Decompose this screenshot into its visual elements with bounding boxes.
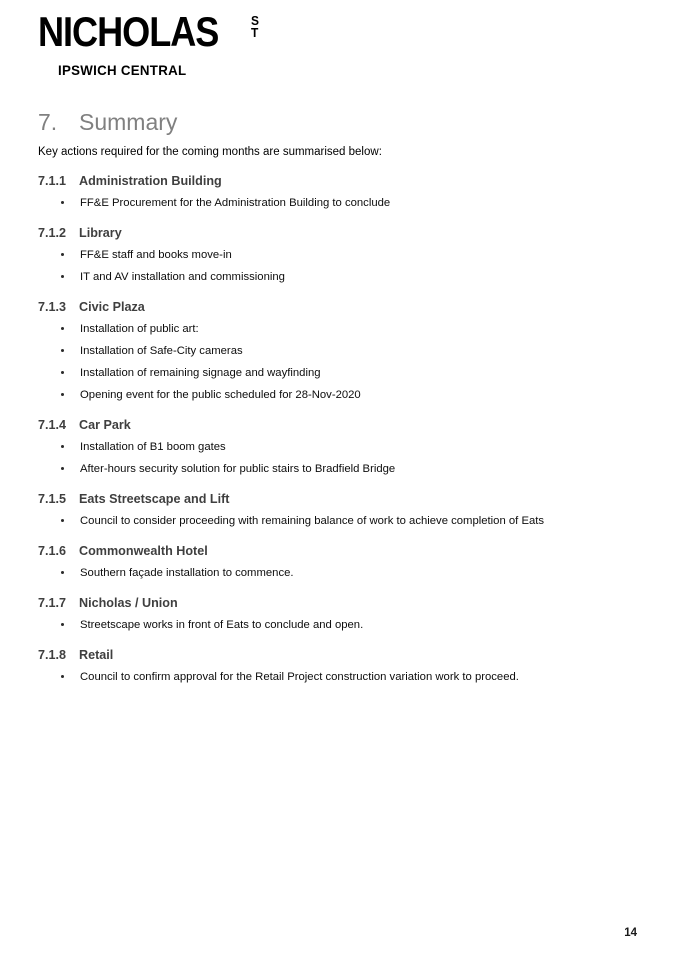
bullet-dot-icon <box>61 349 64 352</box>
list-item-text: Installation of B1 boom gates <box>80 441 226 453</box>
list-item <box>38 462 638 476</box>
list-item <box>38 344 638 358</box>
section-heading-title: Civic Plaza <box>79 300 145 314</box>
document-section <box>38 595 638 632</box>
section-heading-number: 7.1.8 <box>38 648 67 662</box>
section-heading <box>38 299 638 315</box>
document-section <box>38 173 638 210</box>
logo-st-line-1: S <box>250 13 259 28</box>
section-bullet-list <box>38 670 638 684</box>
list-item <box>38 514 638 528</box>
list-item-text: FF&E Procurement for the Administration Building to conclude <box>80 197 391 209</box>
page-number: 14 <box>624 927 637 939</box>
bullet-dot-icon <box>61 467 64 470</box>
list-item <box>38 322 638 336</box>
list-item-text: Streetscape works in front of Eats to conclude and open. <box>80 619 364 631</box>
section-heading <box>38 595 638 611</box>
list-item-text: Council to consider proceeding with remaining balance of work to achieve completion of Eats <box>80 515 545 527</box>
bullet-dot-icon <box>61 571 64 574</box>
document-section <box>38 543 638 580</box>
document-section <box>38 647 638 684</box>
bullet-dot-icon <box>61 253 64 256</box>
list-item <box>38 270 638 284</box>
list-item-text: FF&E staff and books move-in <box>80 249 232 261</box>
section-heading-title: Administration Building <box>79 174 222 188</box>
section-heading <box>38 417 638 433</box>
section-heading <box>38 225 638 241</box>
section-heading <box>38 491 638 507</box>
section-bullet-list <box>38 440 638 476</box>
section-heading <box>38 647 638 663</box>
document-section <box>38 225 638 284</box>
logo-st-line-2: T <box>250 25 259 40</box>
section-heading-title: Nicholas / Union <box>79 596 178 610</box>
bullet-dot-icon <box>61 275 64 278</box>
list-item <box>38 248 638 262</box>
section-heading-title: Retail <box>79 648 114 662</box>
bullet-dot-icon <box>61 675 64 678</box>
list-item <box>38 366 638 380</box>
section-heading <box>38 173 638 189</box>
list-item-text: Opening event for the public scheduled for 28-Nov-2020 <box>80 389 361 401</box>
list-item-text: Installation of remaining signage and wayfinding <box>80 367 321 379</box>
page-title-text: Summary <box>79 109 178 135</box>
section-heading-number: 7.1.2 <box>38 226 67 240</box>
section-heading-number: 7.1.4 <box>38 418 67 432</box>
list-item <box>38 388 638 402</box>
section-heading-number: 7.1.7 <box>38 596 67 610</box>
list-item-text: Southern façade installation to commence. <box>80 567 294 579</box>
list-item <box>38 196 638 210</box>
section-bullet-list <box>38 322 638 402</box>
bullet-dot-icon <box>61 393 64 396</box>
list-item <box>38 440 638 454</box>
list-item-text: IT and AV installation and commissioning <box>80 271 285 283</box>
sections-container <box>38 173 638 684</box>
list-item <box>38 618 638 632</box>
list-item-text: After-hours security solution for public stairs to Bradfield Bridge <box>80 463 396 475</box>
section-heading-number: 7.1.6 <box>38 544 67 558</box>
section-heading-title: Library <box>79 226 122 240</box>
bullet-dot-icon <box>61 623 64 626</box>
logo-wordmark-row <box>38 8 298 55</box>
bullet-dot-icon <box>61 201 64 204</box>
page-title <box>38 108 638 136</box>
section-heading-number: 7.1.1 <box>38 174 67 188</box>
document-section <box>38 299 638 402</box>
section-heading-title: Commonwealth Hotel <box>79 544 208 558</box>
section-bullet-list <box>38 248 638 284</box>
bullet-dot-icon <box>61 445 64 448</box>
section-bullet-list <box>38 196 638 210</box>
page-title-number: 7. <box>38 109 58 135</box>
document-section <box>38 491 638 528</box>
list-item <box>38 566 638 580</box>
bullet-dot-icon <box>61 327 64 330</box>
bullet-dot-icon <box>61 519 64 522</box>
section-bullet-list <box>38 566 638 580</box>
list-item-text: Installation of Safe-City cameras <box>80 345 243 357</box>
section-heading-number: 7.1.5 <box>38 492 67 506</box>
logo-st-stack <box>251 15 260 39</box>
list-item <box>38 670 638 684</box>
list-item-text: Council to confirm approval for the Retail Project construction variation work to proceed. <box>80 671 519 683</box>
section-heading-number: 7.1.3 <box>38 300 67 314</box>
logo-subtitle: IPSWICH CENTRAL <box>58 62 187 78</box>
intro-paragraph: Key actions required for the coming months are summarised below: <box>38 146 382 158</box>
bullet-dot-icon <box>61 371 64 374</box>
section-bullet-list <box>38 618 638 632</box>
list-item-text: Installation of public art: <box>80 323 199 335</box>
section-heading <box>38 543 638 559</box>
brand-logo <box>38 8 298 78</box>
document-body <box>38 108 638 699</box>
section-heading-title: Car Park <box>79 418 131 432</box>
section-bullet-list <box>38 514 638 528</box>
section-heading-title: Eats Streetscape and Lift <box>79 492 230 506</box>
document-section <box>38 417 638 476</box>
logo-wordmark: NICHOLAS <box>38 8 219 55</box>
